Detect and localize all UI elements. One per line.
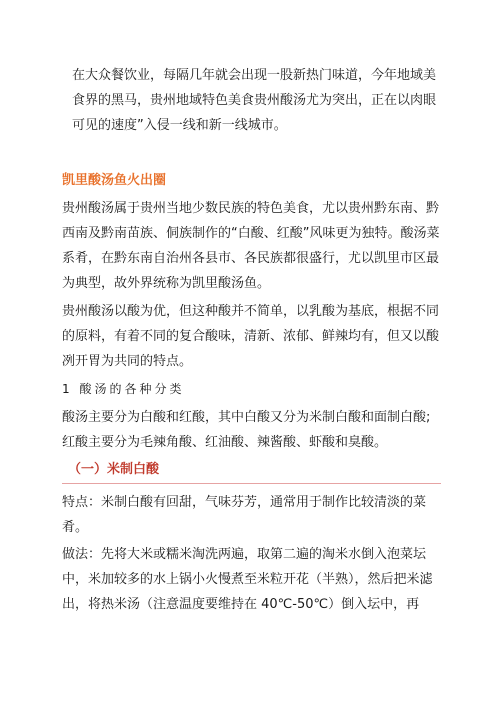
section-divider bbox=[62, 483, 441, 484]
intro-paragraph: 在大众餐饮业，每隔几年就会出现一股新热门味道，今年地域美食界的黑马，贵州地域特色美食贵州酸汤尤为突出，正在以肉眼可见的速度”入侵一线和新一线城市。 bbox=[72, 68, 437, 133]
paragraph-classification: 酸汤主要分为白酸和红酸，其中白酸又分为米制白酸和面制白酸;红酸主要分为毛辣角酸、红油酸、辣酱酸、虾酸和臭酸。 bbox=[62, 410, 431, 450]
paragraph-features: 特点：米制白酸有回甜，气味芬芳，通常用于制作比较清淡的菜肴。 bbox=[62, 495, 427, 535]
subheading-classification: 1 酸汤的各种分类 bbox=[62, 382, 185, 396]
paragraph-guizhou-sour-soup: 贵州酸汤属于贵州当地少数民族的特色美食，尤以贵州黔东南、黔西南及黔南苗族、侗族制作的“白酸、红酸”风味更为独特。酸汤菜系肴，在黔东南自治州各县市、各民族都很盛行，尤以凯里市区最为典型，故外界统称为凯里酸汤鱼。 bbox=[62, 201, 440, 291]
heading-kaili-sour-fish: 凯里酸汤鱼火出圈 bbox=[62, 173, 167, 188]
section-heading-rice-white-sour: （一）米制白酸 bbox=[68, 462, 160, 477]
paragraph-sour-characteristics: 贵州酸汤以酸为优，但这种酸并不简单，以乳酸为基底，根据不同的原料，有着不同的复合酸味，清新、浓郁、鲜辣均有，但又以酸冽开胃为共同的特点。 bbox=[62, 304, 440, 369]
paragraph-method: 做法：先将大米或糯米淘洗两遍，取第二遍的淘米水倒入泡菜坛中，米加较多的水上锅小火慢煮至米粒开花（半熟），然后把米滤出，将热米汤（注意温度要维持在 40℃-50℃）倒入坛中，再 bbox=[62, 547, 433, 612]
